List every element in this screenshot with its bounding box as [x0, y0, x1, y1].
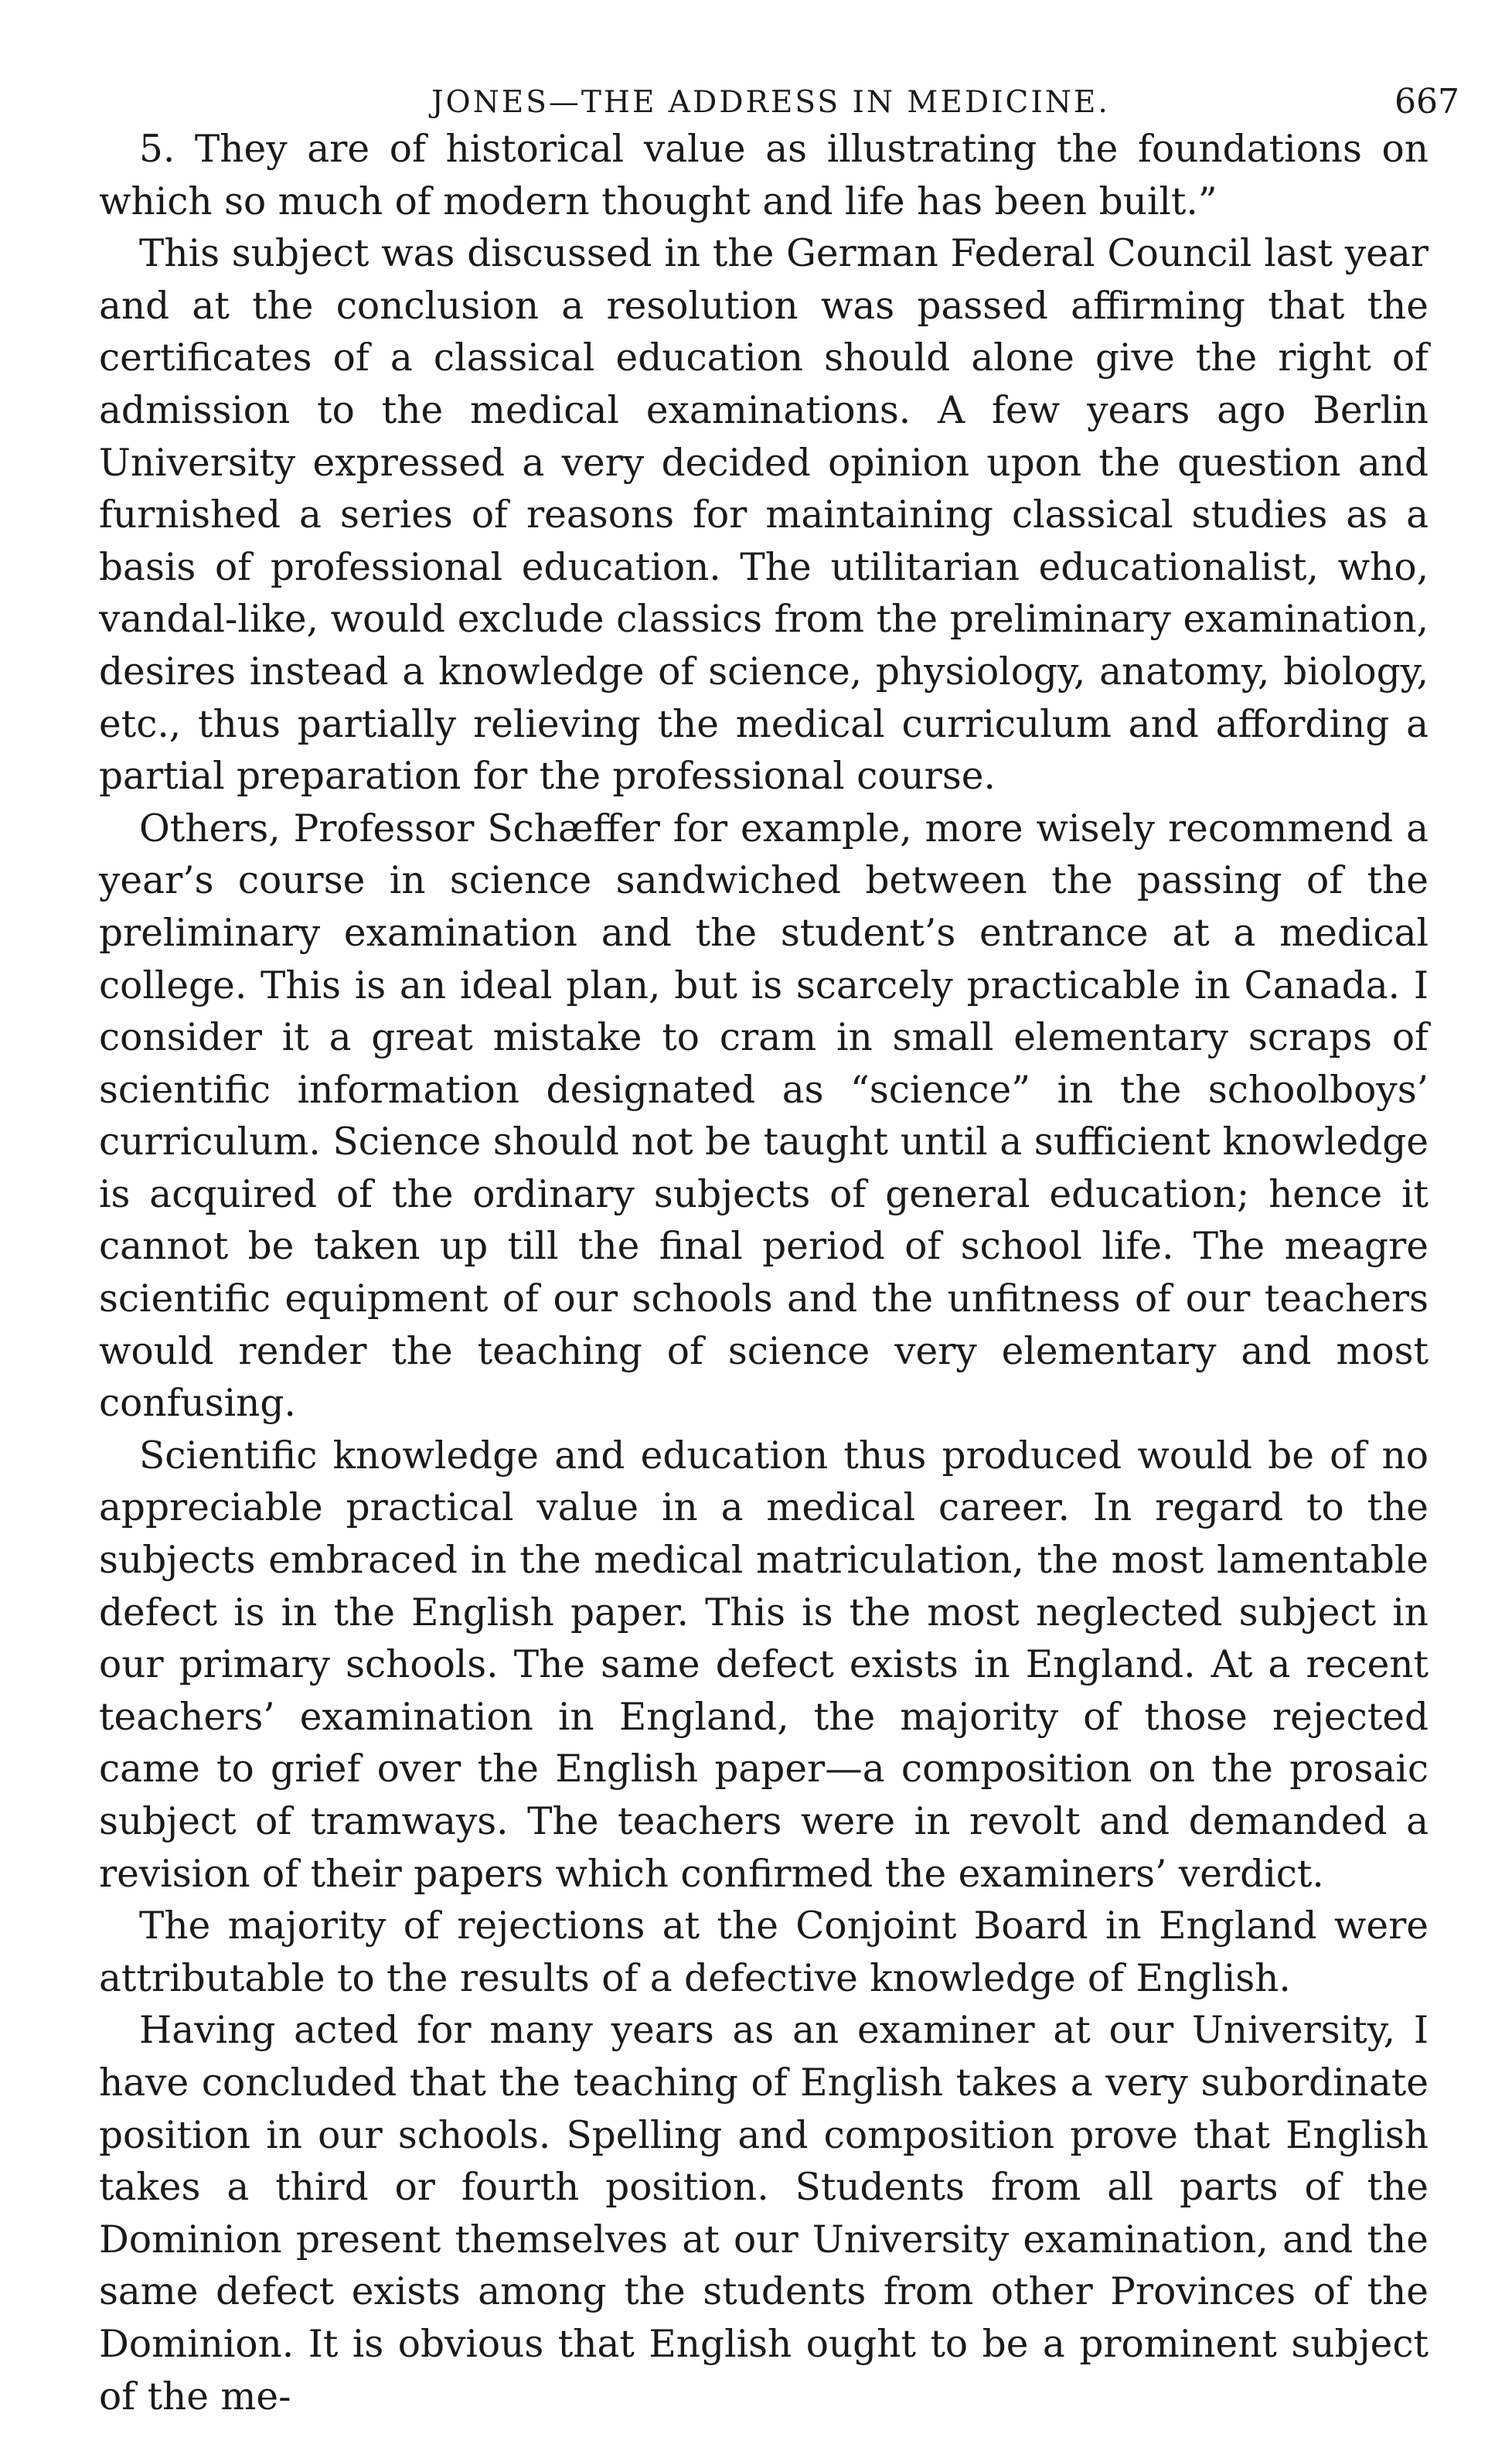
body-text [99, 124, 1429, 2423]
paragraph-german-federal-council: This subject was discussed in the German Federal Council last year and at the conclusion a resolution was passed affirming that the certificates of a classical education should alone give the right of admission to the medical examinations. A few years ago Berlin University expressed a very decided opinion upon the question and furnished a series of reasons for maintaining classical studies as a basis of professional education. The utilitarian educationalist, who, vandal-like, would exclude classics from the preliminary examination, desires instead a knowledge of science, physiology, anatomy, biology, etc., thus partially relieving the medical curriculum and affording a partial preparation for the professional course. [99, 232, 1429, 799]
paragraph-conjoint-board: The majority of rejections at the Conjoint Board in England were attributable to the results of a defective knowledge of English. [99, 1904, 1429, 2000]
paragraph-item-5: 5. They are of historical value as illustrating the foundations on which so much of modern thought and life has been built.” [99, 128, 1429, 223]
page-number: 667 [1395, 82, 1459, 121]
paragraph-scientific-knowledge: Scientific knowledge and education thus produced would be of no appreciable practical value in a medical career. In regard to the subjects embraced in the medical matriculation, the most lamentable defect is in the English paper. This is the most neglected subject in our primary schools. The same defect exists in England. At a recent teachers’ examination in England, the majority of those rejected came to grief over the English paper—a composition on the prosaic subject of tramways. The teachers were in revolt and demanded a revision of their papers which confirmed the examiners’ verdict. [99, 1433, 1429, 1896]
running-head [99, 54, 1459, 124]
running-title: JONES—THE ADDRESS IN MEDICINE. [431, 85, 1110, 120]
book-page [99, 54, 1459, 2423]
paragraph-examiner: Having acted for many years as an examiner at our University, I have concluded that the teaching of English takes a very subordinate position in our schools. Spelling and composition prove that English takes a third or fourth position. Students from all parts of the Dominion present themselves at our University examination, and the same defect exists among the students from other Provinces of the Dominion. It is obvious that English ought to be a prominent subject of the me- [99, 2009, 1429, 2419]
paragraph-professor-schaeffer: Others, Professor Schæffer for example, more wisely recommend a year’s course in science sandwiched between the passing of the preliminary examination and the student’s entrance at a medical college. This is an ideal plan, but is scarcely practicable in Canada. I consider it a great mistake to cram in small elementary scraps of scientific information designated as “science” in the schoolboys’ curriculum. Science should not be taught until a sufficient knowledge is acquired of the ordinary subjects of general education; hence it cannot be taken up till the final period of school life. The meagre scientific equipment of our schools and the unfitness of our teachers would render the teaching of science very elementary and most confusing. [99, 806, 1429, 1426]
